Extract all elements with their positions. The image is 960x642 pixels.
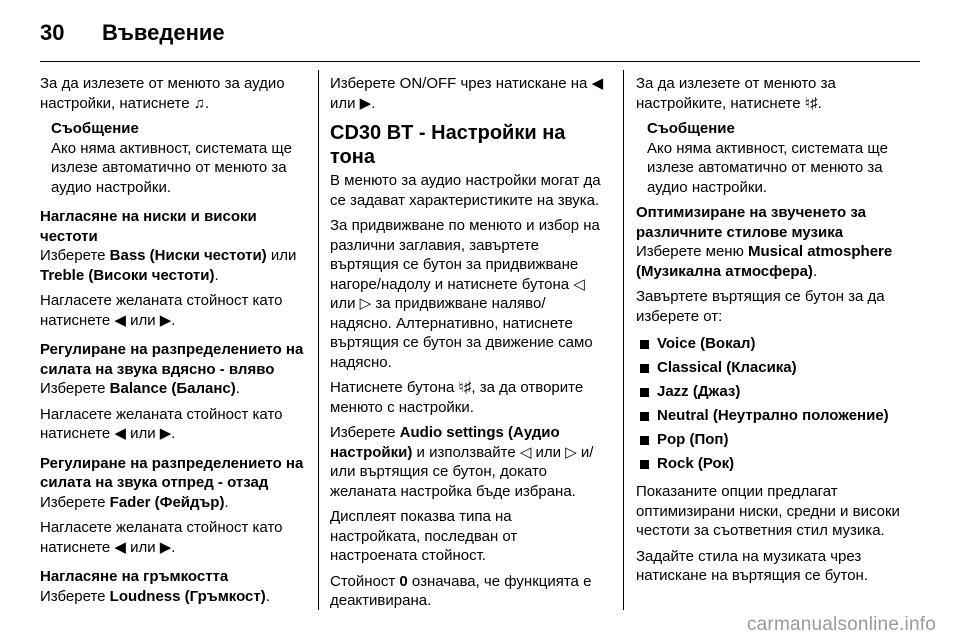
column-divider-1 bbox=[318, 70, 319, 610]
cd30-intro: В менюто за аудио настройки могат да се задават характеристиките на звука. bbox=[330, 172, 601, 209]
loudness-select: Изберете Loudness (Гръмкост). bbox=[40, 587, 270, 605]
header-divider bbox=[40, 61, 920, 62]
cd30-open-menu: Натиснете бутона ♮♯, за да отворите менюто с настройки. bbox=[330, 379, 584, 416]
list-item: Rock (Рок) bbox=[636, 452, 920, 476]
bass-treble-select: Изберете Bass (Ниски честоти) или Treble (Високи честоти). bbox=[40, 247, 297, 284]
section-heading-fader: Регулиране на разпределението на силата на звука отпред - отзад bbox=[40, 454, 304, 491]
section-heading-cd30bt: CD30 BT - Настройки на тона bbox=[330, 122, 566, 168]
note-box bbox=[40, 119, 305, 197]
column-1 bbox=[40, 74, 305, 612]
cd30-navigation: За придвижване по менюто и избор на различни заглавия, завъртете въртящия се бутон за придвижване нагоре/надолу и натиснете бутона ◁ или ▷ за придвижване наляво/надясно. Алтернативно, натиснете въртящия се бутон за движение само надясно. bbox=[330, 217, 600, 371]
exit-instruction: За да излезете от менюто за аудио настройки, натиснете ♫. bbox=[40, 75, 285, 112]
watermark: carmanualsonline.info bbox=[746, 614, 936, 635]
cd30-zero-value: Стойност 0 означава, че функцията е деактивирана. bbox=[330, 572, 592, 609]
page-header bbox=[40, 20, 225, 50]
cd30-display-info: Дисплеят показва типа на настройката, последван от настроената стойност. bbox=[330, 508, 518, 564]
note-text: Ако няма активност, системата ще излезе автоматично от менюто за аудио настройки. bbox=[51, 139, 292, 196]
exit-settings-instruction: За да излезете от менюто за настройките, натиснете ♮♯. bbox=[636, 75, 836, 112]
note-text: Ако няма активност, системата ще излезе автоматично от менюто за аудио настройки. bbox=[647, 139, 888, 196]
fader-select: Изберете Fader (Фейдър). bbox=[40, 493, 229, 511]
note-title: Съобщение bbox=[51, 120, 139, 137]
bullet-square-icon bbox=[640, 364, 649, 373]
bullet-square-icon bbox=[640, 436, 649, 445]
tone-settings-icon: ♮♯ bbox=[804, 94, 818, 112]
page-title: Въведение bbox=[102, 20, 225, 45]
page-number: 30 bbox=[40, 20, 65, 45]
balance-adjust: Нагласете желаната стойност като натиснете ◀ или ▶. bbox=[40, 405, 283, 442]
list-item: Classical (Класика) bbox=[636, 356, 920, 380]
set-style-instruction: Задайте стила на музиката чрез натискане на въртящия се бутон. bbox=[636, 547, 868, 584]
bullet-square-icon bbox=[640, 412, 649, 421]
column-2 bbox=[330, 74, 605, 617]
column-divider-2 bbox=[623, 70, 624, 610]
music-note-icon: ♫ bbox=[193, 94, 205, 112]
note-title: Съобщение bbox=[647, 120, 735, 137]
bullet-square-icon bbox=[640, 388, 649, 397]
section-heading-loudness: Нагласяне на гръмкостта bbox=[40, 568, 229, 585]
balance-select: Изберете Balance (Баланс). bbox=[40, 380, 240, 397]
list-item: Neutral (Неутрално положение) bbox=[636, 404, 920, 428]
bullet-square-icon bbox=[640, 460, 649, 469]
fader-adjust: Нагласете желаната стойност като натиснете ◀ или ▶. bbox=[40, 519, 283, 556]
music-style-list bbox=[636, 332, 920, 476]
bullet-square-icon bbox=[640, 340, 649, 349]
column-3 bbox=[636, 74, 920, 592]
section-heading-balance: Регулиране на разпределението на силата на звука вдясно - вляво bbox=[40, 341, 304, 378]
list-item: Pop (Поп) bbox=[636, 428, 920, 452]
section-heading-bass-treble: Нагласяне на ниски и високи честоти bbox=[40, 208, 257, 245]
list-item: Voice (Вокал) bbox=[636, 332, 920, 356]
cd30-select-audio-settings: Изберете Audio settings (Аудио настройки) и използвайте ◁ или ▷ и/или въртящия се бутон, докато желаната настройка бъде избрана. bbox=[330, 424, 594, 500]
options-description: Показаните опции предлагат оптимизирани ниски, средни и високи честоти за съответния стил музика. bbox=[636, 483, 900, 539]
section-heading-music-styles: Оптимизиране на звученето за различните стилове музика bbox=[636, 204, 866, 241]
on-off-instruction: Изберете ON/OFF чрез натискане на ◀ или ▶. bbox=[330, 75, 604, 112]
note-box bbox=[636, 119, 920, 197]
bass-treble-adjust: Нагласете желаната стойност като натиснете ◀ или ▶. bbox=[40, 292, 283, 329]
rotate-knob-instruction: Завъртете въртящия се бутон за да изберете от: bbox=[636, 288, 885, 325]
musical-atmosphere-select: Изберете меню Musical atmosphere (Музикална атмосфера). bbox=[636, 243, 893, 280]
tone-settings-icon: ♮♯ bbox=[458, 379, 472, 396]
list-item: Jazz (Джаз) bbox=[636, 380, 920, 404]
